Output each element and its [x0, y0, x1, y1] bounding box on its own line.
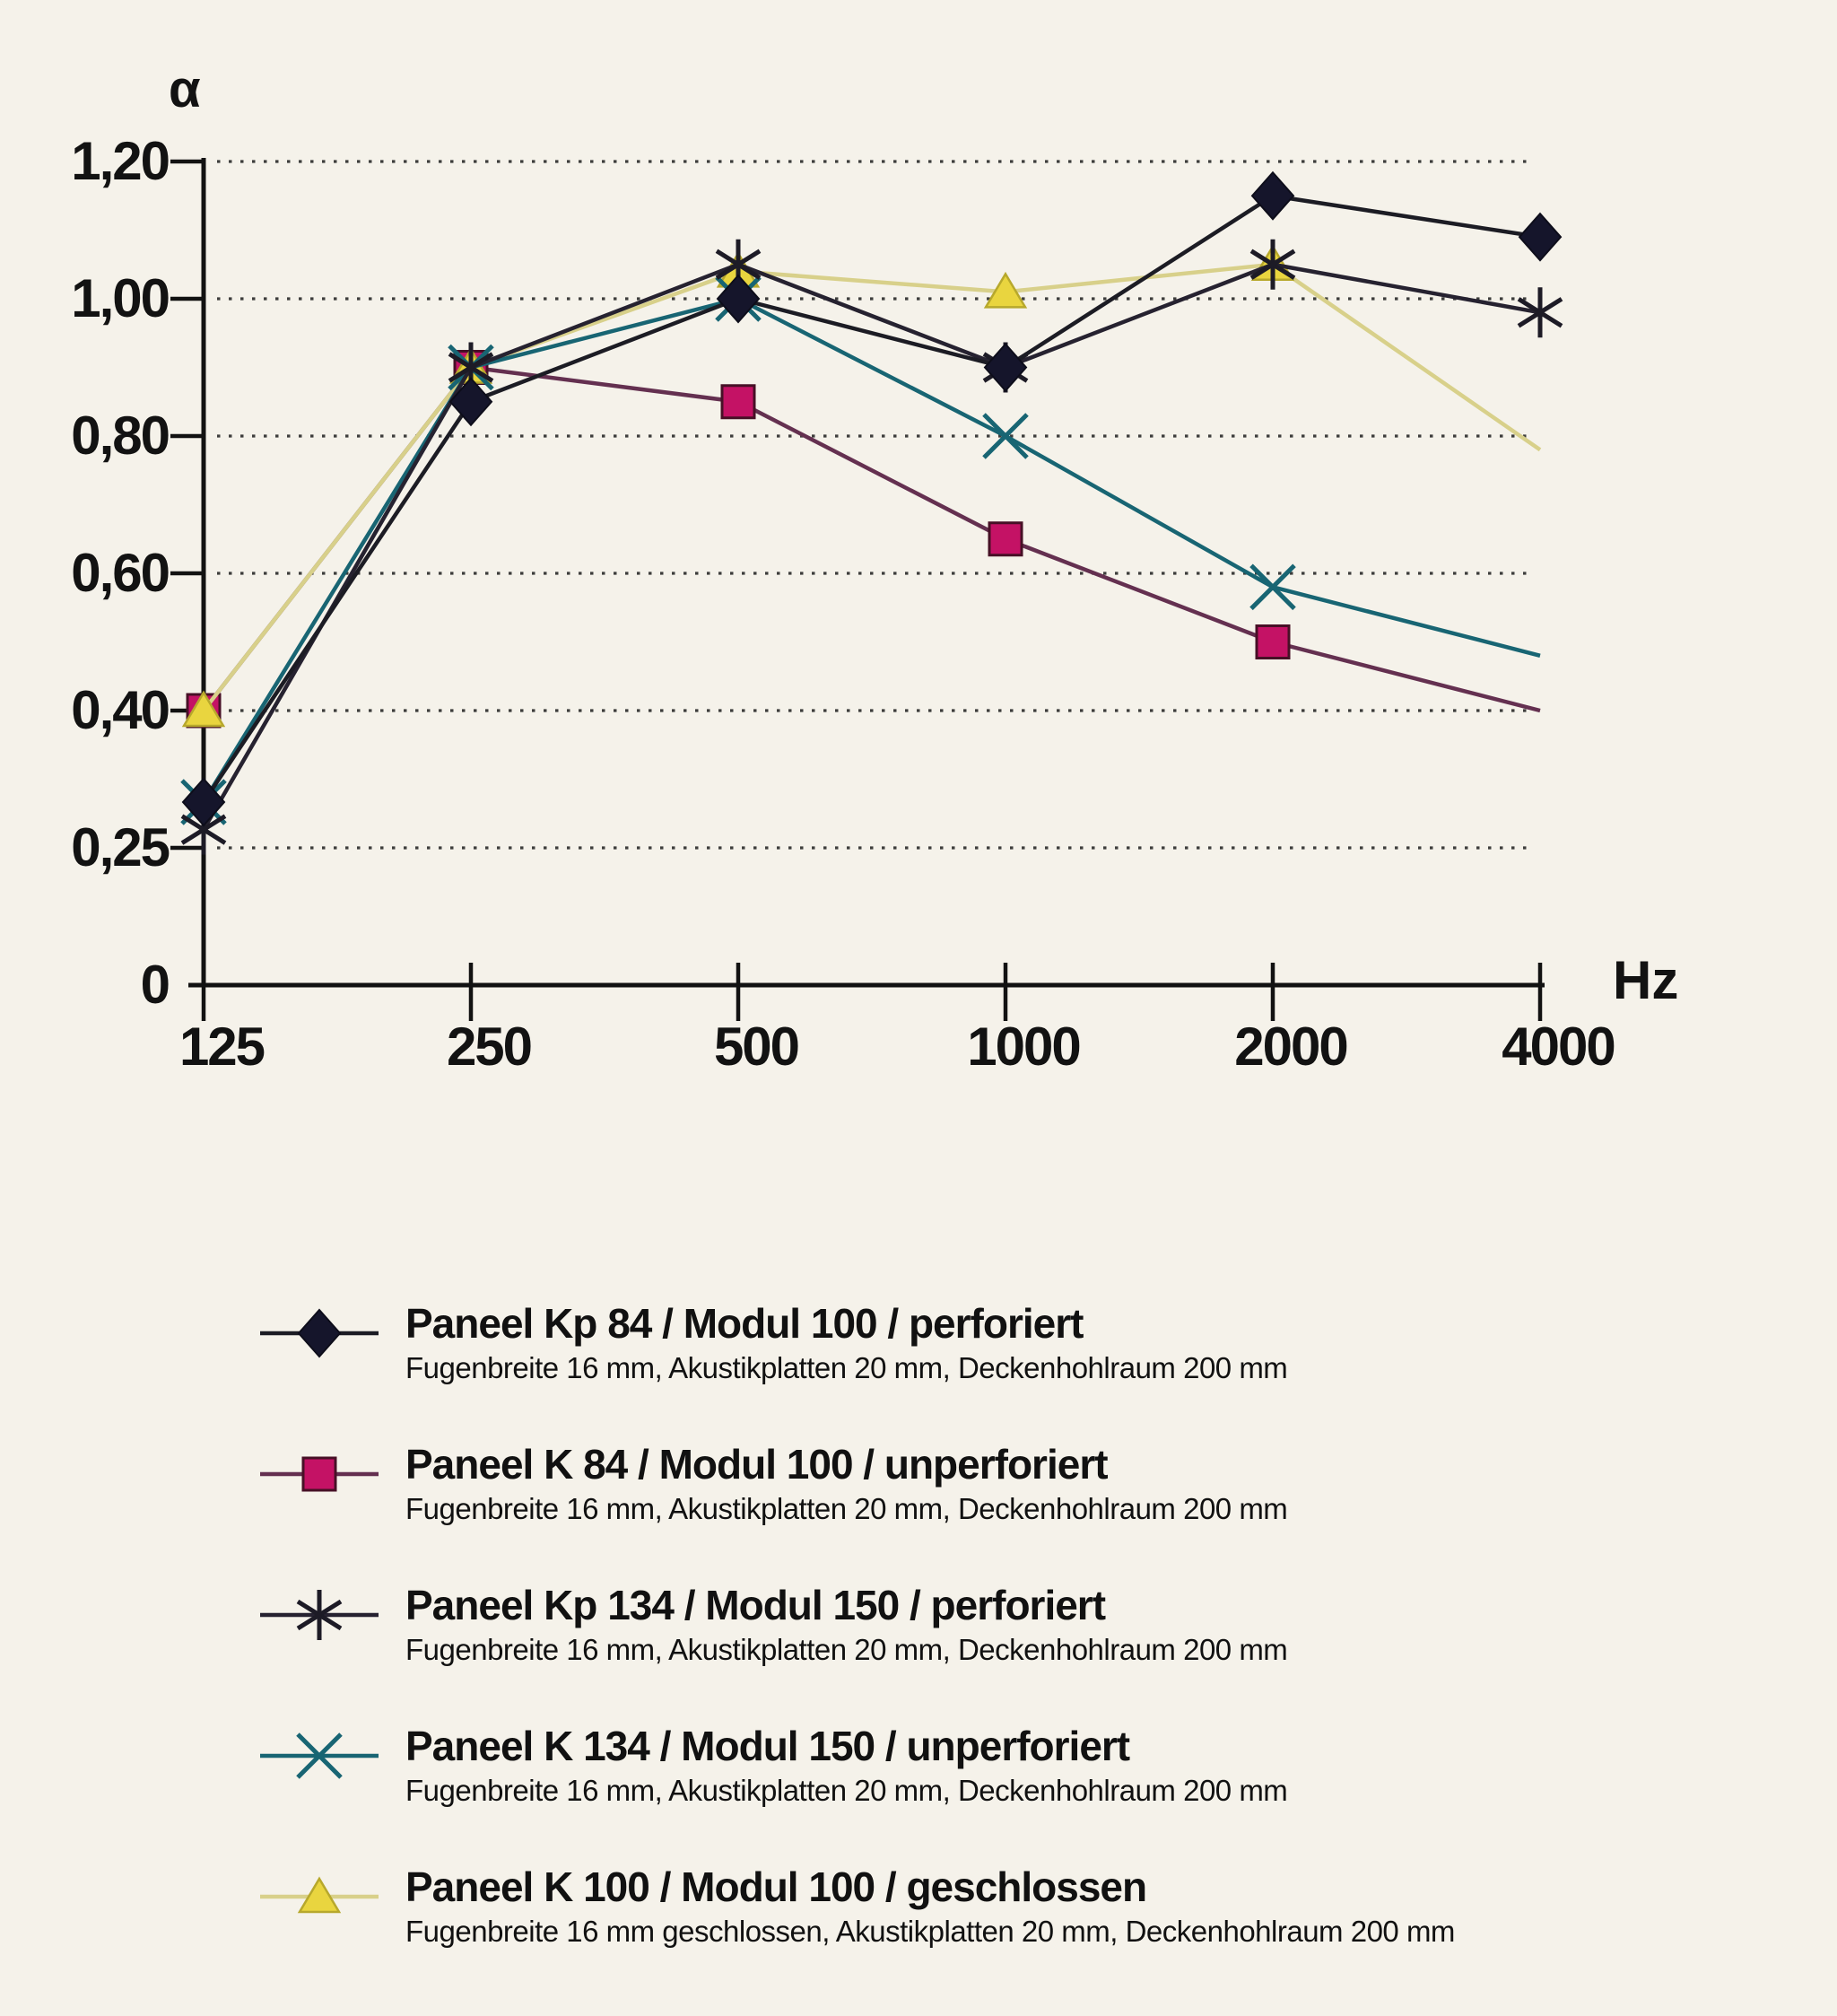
y-tick-label-120: 1,20 [71, 131, 169, 191]
x-tick-label-1000: 1000 [967, 1017, 1080, 1077]
series-line-kp134-perforiert [204, 265, 1540, 830]
legend-series-title: Paneel K 100 / Modul 100 / geschlossen [405, 1863, 1147, 1910]
legend-marker-diamond-icon [257, 1305, 382, 1362]
series-line-k134-unperforiert [204, 299, 1540, 802]
y-axis-title-alpha: α [169, 60, 201, 118]
y-tick-label-025: 0,25 [71, 817, 169, 877]
marker-x [1251, 565, 1294, 608]
x-axis-unit-label: Hz [1613, 950, 1679, 1010]
marker-diamond [985, 345, 1026, 391]
legend-item-k100-geschlossen [257, 1863, 1455, 1949]
legend-marker-asterisk-icon [257, 1586, 382, 1644]
marker-x [984, 415, 1027, 458]
legend-marker-triangle-icon [257, 1868, 382, 1925]
series-k134-unperforiert [182, 277, 1540, 824]
legend-series-title: Paneel Kp 134 / Modul 150 / perforiert [405, 1582, 1106, 1628]
marker-diamond [1519, 214, 1561, 260]
legend-item-kp84-perforiert [257, 1299, 1287, 1385]
marker-square [722, 386, 754, 418]
x-tick-label-250: 250 [446, 1017, 532, 1077]
series-line-k84-unperforiert [204, 368, 1540, 711]
marker-square [1257, 626, 1289, 659]
series-k84-unperforiert [187, 352, 1540, 728]
y-tick-label-080: 0,80 [71, 406, 169, 466]
x-tick-label-4000: 4000 [1502, 1017, 1615, 1077]
legend-series-subtitle: Fugenbreite 16 mm, Akustikplatten 20 mm, Deckenhohlraum 200 mm [405, 1774, 1288, 1807]
y-tick-label-060: 0,60 [71, 543, 169, 603]
x-tick-label-500: 500 [713, 1017, 799, 1077]
legend-item-k134-unperforiert [257, 1722, 1287, 1808]
x-tick-label-2000: 2000 [1234, 1017, 1347, 1077]
legend-marker-square-icon [257, 1445, 382, 1503]
y-tick-label-0: 0 [140, 955, 169, 1015]
legend-series-title: Paneel K 84 / Modul 100 / unperforiert [405, 1441, 1108, 1488]
legend-series-title: Paneel Kp 84 / Modul 100 / perforiert [405, 1300, 1084, 1347]
marker-diamond [299, 1310, 340, 1357]
legend-series-title: Paneel K 134 / Modul 150 / unperforiert [405, 1723, 1130, 1769]
legend-item-kp134-perforiert [257, 1581, 1287, 1667]
marker-square [989, 523, 1022, 555]
marker-asterisk [1519, 287, 1562, 337]
legend-series-subtitle: Fugenbreite 16 mm geschlossen, Akustikplatten 20 mm, Deckenhohlraum 200 mm [405, 1915, 1455, 1948]
marker-diamond [1252, 172, 1293, 219]
legend-series-subtitle: Fugenbreite 16 mm, Akustikplatten 20 mm, Deckenhohlraum 200 mm [405, 1633, 1288, 1666]
x-tick-label-125: 125 [178, 1017, 265, 1077]
marker-square [303, 1458, 335, 1490]
legend-marker-x-icon [257, 1727, 382, 1785]
y-tick-label-040: 0,40 [71, 680, 169, 740]
series-k100-geschlossen [184, 247, 1540, 726]
legend-series-subtitle: Fugenbreite 16 mm, Akustikplatten 20 mm, Deckenhohlraum 200 mm [405, 1351, 1288, 1384]
y-tick-label-100: 1,00 [71, 268, 169, 328]
legend-series-subtitle: Fugenbreite 16 mm, Akustikplatten 20 mm, Deckenhohlraum 200 mm [405, 1492, 1288, 1525]
legend-item-k84-unperforiert [257, 1440, 1287, 1526]
